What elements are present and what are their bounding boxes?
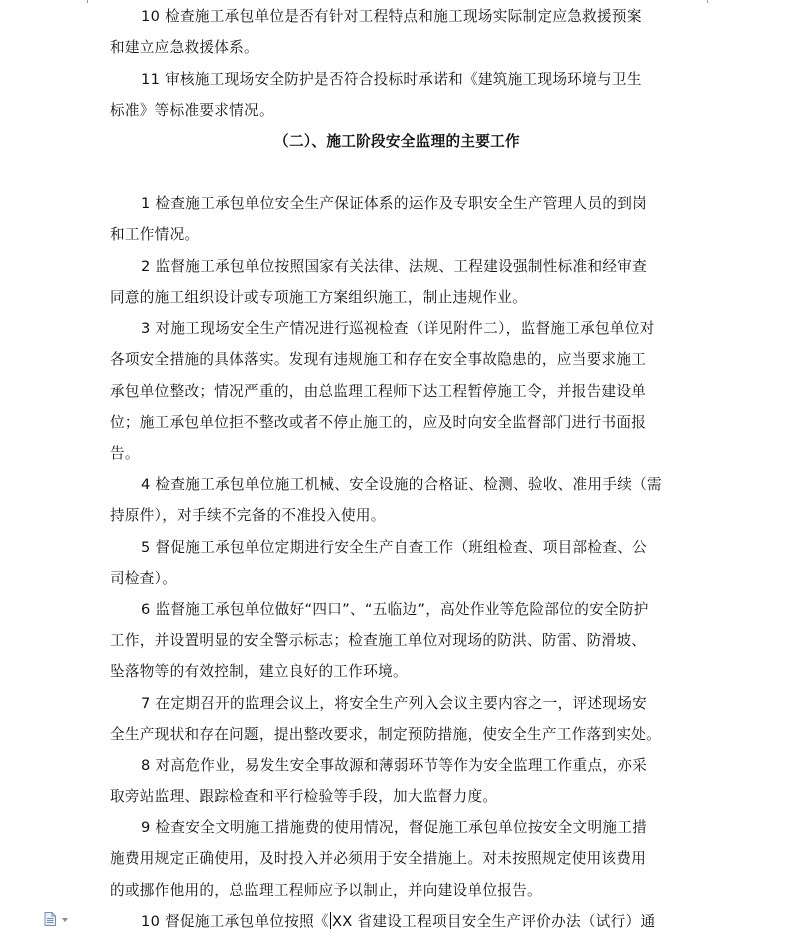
paragraph-9-line-2: 施费用规定正确使用，及时投入并必须用于安全措施上。对未按照规定使用该费用 bbox=[110, 850, 647, 867]
paragraph-3-line-2: 各项安全措施的具体落实。发现有违规施工和存在安全事故隐患的，应当要求施工 bbox=[110, 351, 647, 368]
paragraph-6-line-2: 工作，并设置明显的安全警示标志；检查施工单位对现场的防洪、防雷、防滑坡、 bbox=[110, 632, 647, 649]
paragraph-10b-line-1 bbox=[141, 912, 684, 932]
paragraph-10a-line-2: 和建立应急救援体系。 bbox=[110, 39, 259, 56]
paragraph-3-line-3: 承包单位整改；情况严重的，由总监理工程师下达工程暂停施工令，并报告建设单 bbox=[110, 383, 647, 400]
paragraph-3-line-1: 3 对施工现场安全生产情况进行巡视检查（详见附件二），监督施工承包单位对 bbox=[141, 320, 655, 337]
paragraph-11-line-2: 标准》等标准要求情况。 bbox=[110, 102, 274, 119]
paragraph-2-line-1: 2 监督施工承包单位按照国家有关法律、法规、工程建设强制性标准和经审查 bbox=[141, 258, 648, 275]
paragraph-7-line-1: 7 在定期召开的监理会议上，将安全生产列入会议主要内容之一，评述现场安 bbox=[141, 695, 648, 712]
paragraph-5-line-2: 司检查）。 bbox=[110, 570, 178, 587]
document-icon[interactable] bbox=[44, 912, 56, 926]
paragraph-10b-text-before-caret: 10 督促施工承包单位按照《 bbox=[141, 913, 329, 930]
paragraph-1-line-2: 和工作情况。 bbox=[110, 226, 200, 243]
paragraph-2-line-2: 同意的施工组织设计或专项施工方案组织施工，制止违规作业。 bbox=[110, 289, 528, 306]
paragraph-6-line-3: 坠落物等的有效控制，建立良好的工作环境。 bbox=[110, 663, 408, 680]
chevron-down-icon[interactable] bbox=[62, 918, 68, 922]
paragraph-10b-text-after-caret: XX 省建设工程项目安全生产评价办法（试行）通 bbox=[331, 913, 656, 930]
paragraph-10a-line-1: 10 检查施工承包单位是否有针对工程特点和施工现场实际制定应急救援预案 bbox=[141, 8, 642, 25]
paragraph-5-line-1: 5 督促施工承包单位定期进行安全生产自查工作（班组检查、项目部检查、公 bbox=[141, 539, 648, 556]
paragraph-1-line-1: 1 检查施工承包单位安全生产保证体系的运作及专职安全生产管理人员的到岗 bbox=[141, 195, 648, 212]
paragraph-8-line-2: 取旁站监理、跟踪检查和平行检验等手段，加大监督力度。 bbox=[110, 788, 498, 805]
paragraph-7-line-2: 全生产现状和存在问题，提出整改要求，制定预防措施，使安全生产工作落到实处。 bbox=[110, 726, 662, 743]
paragraph-4-line-1: 4 检查施工承包单位施工机械、安全设施的合格证、检测、验收、准用手续（需 bbox=[141, 476, 662, 493]
page-corner-mark-left bbox=[87, 0, 88, 3]
paragraph-3-line-5: 告。 bbox=[110, 445, 140, 462]
paragraph-9-line-3: 的或挪作他用的，总监理工程师应予以制止，并向建设单位报告。 bbox=[110, 882, 542, 899]
page-corner-mark-right bbox=[707, 0, 708, 3]
text-caret bbox=[330, 912, 331, 929]
paragraph-6-line-1: 6 监督施工承包单位做好“四口”、“五临边”，高处作业等危险部位的安全防护 bbox=[141, 601, 649, 618]
section-heading: （二）、施工阶段安全监理的主要工作 bbox=[274, 133, 520, 150]
paragraph-11-line-1: 11 审核施工现场安全防护是否符合投标时承诺和《建筑施工现场环境与卫生 bbox=[141, 71, 642, 88]
paragraph-4-line-2: 持原件），对手续不完备的不准投入使用。 bbox=[110, 507, 386, 524]
paragraph-3-line-4: 位；施工承包单位拒不整改或者不停止施工的，应及时向安全监督部门进行书面报 bbox=[110, 414, 647, 431]
paragraph-9-line-1: 9 检查安全文明施工措施费的使用情况，督促施工承包单位按安全文明施工措 bbox=[141, 819, 648, 836]
paragraph-8-line-1: 8 对高危作业，易发生安全事故源和薄弱环节等作为安全监理工作重点，亦采 bbox=[141, 757, 648, 774]
